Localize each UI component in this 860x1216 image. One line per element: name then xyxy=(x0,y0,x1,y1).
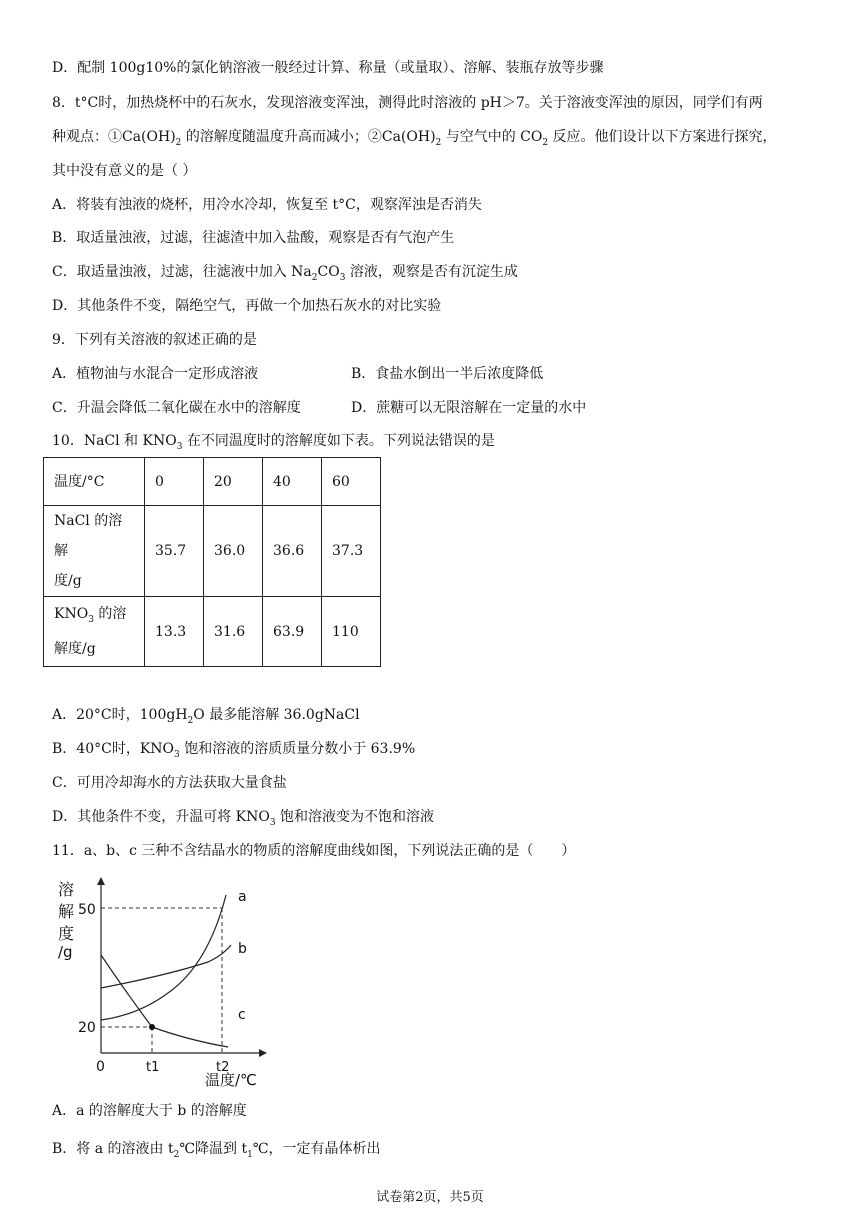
curve-a xyxy=(101,895,226,1020)
q11-stem: 11．a、b、c 三种不含结晶水的物质的溶解度曲线如图，下列说法正确的是（ ） xyxy=(52,843,576,859)
table-cell: 40 xyxy=(263,458,322,506)
curve-c xyxy=(101,955,228,1047)
q9-option-a: A．植物油与水混合一定形成溶液 xyxy=(52,366,259,382)
q9-option-d: D．蔗糖可以无限溶解在一定量的水中 xyxy=(351,400,587,416)
q10-stem: 10．NaCl 和 $KNO_3$ 在不同温度时的溶解度如下表。下列说法错误的是 xyxy=(52,433,495,452)
y-axis-label-char: 解 xyxy=(58,902,75,921)
q8-option-a: A．将装有浊液的烧杯，用冷水冷却，恢复至 t°C，观察浑浊是否消失 xyxy=(52,197,482,213)
table-cell: 31.6 xyxy=(204,597,263,667)
y-axis-arrow xyxy=(97,877,105,885)
x-tick-label: t2 xyxy=(216,1060,230,1075)
q8-option-d: D．其他条件不变，隔绝空气，再做一个加热石灰水的对比实验 xyxy=(52,298,442,314)
table-cell: 110 xyxy=(322,597,381,667)
y-axis-label-char: 度 xyxy=(58,924,75,943)
q8-option-c: C．取适量浊液，过滤，往滤液中加入 $Na_2CO_3$ 溶液，观察是否有沉淀生成 xyxy=(52,264,518,283)
q8-stem-line3: 其中没有意义的是（ ） xyxy=(52,163,197,179)
x-tick-label: 0 xyxy=(96,1059,105,1075)
q9-stem: 9．下列有关溶液的叙述正确的是 xyxy=(52,332,257,348)
y-axis-label-char: /g xyxy=(58,943,73,961)
solubility-table xyxy=(43,457,381,667)
y-tick-label: 50 xyxy=(78,902,96,918)
table-cell: 63.9 xyxy=(263,597,322,667)
q10-option-a: A．20°C时，$100gH_2O$ 最多能溶解 36.0gNaCl xyxy=(52,707,360,726)
q9-option-b: B．食盐水倒出一半后浓度降低 xyxy=(351,366,544,382)
table-row-nacl xyxy=(44,506,381,597)
series-label-c: c xyxy=(238,1007,246,1023)
y-tick-label: 20 xyxy=(78,1020,96,1036)
x-axis-arrow xyxy=(259,1049,267,1057)
table-cell: 60 xyxy=(322,458,381,506)
q9-option-c: C．升温会降低二氧化碳在水中的溶解度 xyxy=(52,400,301,416)
q10-option-c: C．可用冷却海水的方法获取大量食盐 xyxy=(52,775,287,791)
solubility-curve-graph xyxy=(48,875,278,1087)
table-cell: 35.7 xyxy=(145,506,204,597)
y-axis-label-char: 溶 xyxy=(58,880,75,899)
x-tick-label: t1 xyxy=(146,1060,160,1075)
q11-option-b: B．将 a 的溶液由 $t_2℃$降温到 $t_1℃$，一定有晶体析出 xyxy=(52,1141,381,1160)
curve-b xyxy=(101,945,231,988)
q8-stem-line2: 种观点：$①Ca(OH)_2$ 的溶解度随温度升高而减小；$②Ca(OH)_2$ 与空气中的 $CO_2$ 反应。他们设计以下方案进行探究， xyxy=(52,129,777,148)
page-footer: 试卷第2页，共5页 xyxy=(376,1190,484,1205)
table-cell: 0 xyxy=(145,458,204,506)
table-cell: 20 xyxy=(204,458,263,506)
series-label-b: b xyxy=(238,941,247,957)
q10-option-b: B．40°C时，$KNO_3$ 饱和溶液的溶质质量分数小于 63.9% xyxy=(52,741,416,760)
table-cell: 36.0 xyxy=(204,506,263,597)
table-row-kno3 xyxy=(44,597,381,667)
table-cell: 36.6 xyxy=(263,506,322,597)
table-row-label: $KNO_3$ 的溶 解度/g xyxy=(44,597,145,667)
q8-option-b: B．取适量浊液，过滤，往滤渣中加入盐酸，观察是否有气泡产生 xyxy=(52,230,455,246)
table-row-label: NaCl 的溶解 度/g xyxy=(44,506,145,597)
q7-option-d: D．配制 100g10%的氯化钠溶液一般经过计算、称量（或量取）、溶解、装瓶存放等步骤 xyxy=(52,60,604,76)
q8-stem-line1: 8．t°C时，加热烧杯中的石灰水，发现溶液变浑浊，测得此时溶液的 pH＞7。关于溶液变浑浊的原因，同学们有两 xyxy=(52,95,763,111)
q11-option-a: A．a 的溶解度大于 b 的溶解度 xyxy=(52,1103,247,1119)
q10-option-d: D．其他条件不变，升温可将 $KNO_3$ 饱和溶液变为不饱和溶液 xyxy=(52,809,435,828)
table-row-temperature xyxy=(44,458,381,506)
series-label-a: a xyxy=(238,889,247,905)
table-cell: 13.3 xyxy=(145,597,204,667)
x-axis-label: 温度/℃ xyxy=(205,1071,257,1087)
table-header-cell: 温度/°C xyxy=(44,458,145,506)
intersection-point xyxy=(149,1024,155,1030)
table-cell: 37.3 xyxy=(322,506,381,597)
